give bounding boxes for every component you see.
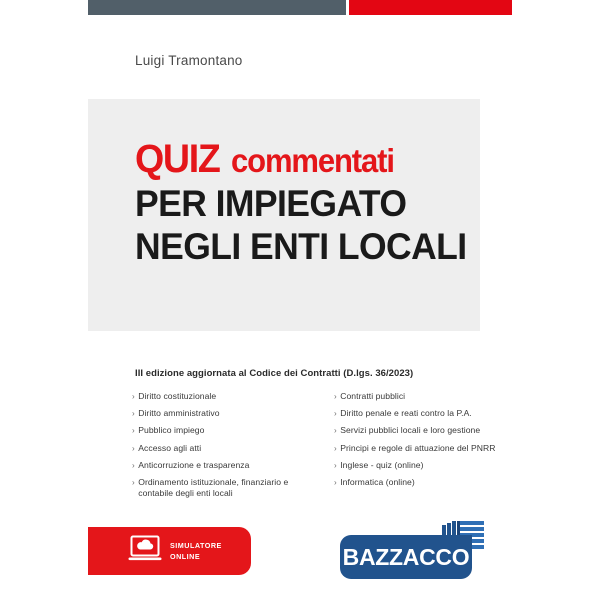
simulator-online-badge bbox=[88, 527, 251, 575]
edition-note: III edizione aggiornata al Codice dei Contratti (D.lgs. 36/2023) bbox=[135, 368, 414, 379]
chevron-right-icon: › bbox=[334, 460, 337, 470]
list-item-label: Diritto penale e reati contro la P.A. bbox=[340, 408, 472, 419]
list-item-label: Principi e regole di attuazione del PNRR bbox=[340, 442, 496, 453]
chevron-right-icon: › bbox=[132, 443, 135, 453]
publisher-logo bbox=[340, 521, 490, 579]
title-line-2-text: PER IMPIEGATO bbox=[135, 183, 407, 225]
list-item bbox=[132, 425, 308, 437]
list-item-label: Informatica (online) bbox=[340, 476, 415, 487]
chevron-right-icon: › bbox=[334, 443, 337, 453]
list-item bbox=[334, 425, 510, 437]
title-accent-word: QUIZ bbox=[135, 137, 220, 181]
title-line-2 bbox=[135, 179, 515, 225]
list-item bbox=[334, 408, 510, 420]
chevron-right-icon: › bbox=[132, 392, 135, 401]
topbar-dark-band bbox=[88, 0, 346, 15]
list-item-label: Accesso agli atti bbox=[138, 442, 202, 453]
list-item-label: Ordinamento istituzionale, finanziario e contabile degli enti locali bbox=[138, 476, 289, 499]
topics-column-left bbox=[132, 391, 308, 505]
list-item-label: Diritto amministrativo bbox=[138, 408, 220, 419]
title-line-3-text: NEGLI ENTI LOCALI bbox=[135, 226, 467, 268]
title-line-1 bbox=[135, 137, 515, 181]
list-item bbox=[132, 477, 308, 500]
topics-column-right bbox=[334, 391, 510, 505]
chevron-right-icon: › bbox=[334, 392, 337, 401]
chevron-right-icon: › bbox=[132, 426, 135, 436]
chevron-right-icon: › bbox=[132, 460, 135, 470]
publisher-name: BAZZACCO bbox=[342, 543, 470, 570]
list-item bbox=[334, 460, 510, 472]
chevron-right-icon: › bbox=[132, 409, 135, 419]
title-subword: commentati bbox=[230, 142, 394, 179]
chevron-right-icon: › bbox=[132, 477, 135, 487]
list-item bbox=[132, 443, 308, 455]
chevron-right-icon: › bbox=[334, 477, 337, 487]
list-item bbox=[334, 391, 510, 403]
list-item bbox=[334, 443, 510, 455]
list-item bbox=[334, 477, 510, 489]
title-block bbox=[135, 137, 515, 268]
simulator-badge-line1: SIMULATORE bbox=[170, 540, 222, 550]
list-item bbox=[132, 460, 308, 472]
list-item-label: Anticorruzione e trasparenza bbox=[138, 459, 250, 470]
laptop-cloud-icon bbox=[128, 535, 162, 567]
list-item-label: Pubblico impiego bbox=[138, 425, 205, 436]
simulator-badge-line2: ONLINE bbox=[170, 552, 201, 561]
simulator-badge-text bbox=[170, 540, 222, 562]
topbar-red-band bbox=[349, 0, 512, 15]
list-item-label: Contratti pubblici bbox=[340, 391, 406, 401]
list-item-label: Servizi pubblici locali e loro gestione bbox=[340, 425, 481, 436]
list-item-label: Diritto costituzionale bbox=[138, 391, 217, 401]
publisher-logo-plate bbox=[340, 535, 472, 579]
chevron-right-icon: › bbox=[334, 426, 337, 436]
chevron-right-icon: › bbox=[334, 409, 337, 419]
author-name: Luigi Tramontano bbox=[135, 53, 243, 68]
topics-lists bbox=[132, 391, 510, 505]
list-item bbox=[132, 408, 308, 420]
title-line-3 bbox=[135, 222, 515, 268]
book-cover bbox=[88, 0, 512, 600]
list-item-label: Inglese - quiz (online) bbox=[340, 459, 424, 470]
list-item bbox=[132, 391, 308, 403]
